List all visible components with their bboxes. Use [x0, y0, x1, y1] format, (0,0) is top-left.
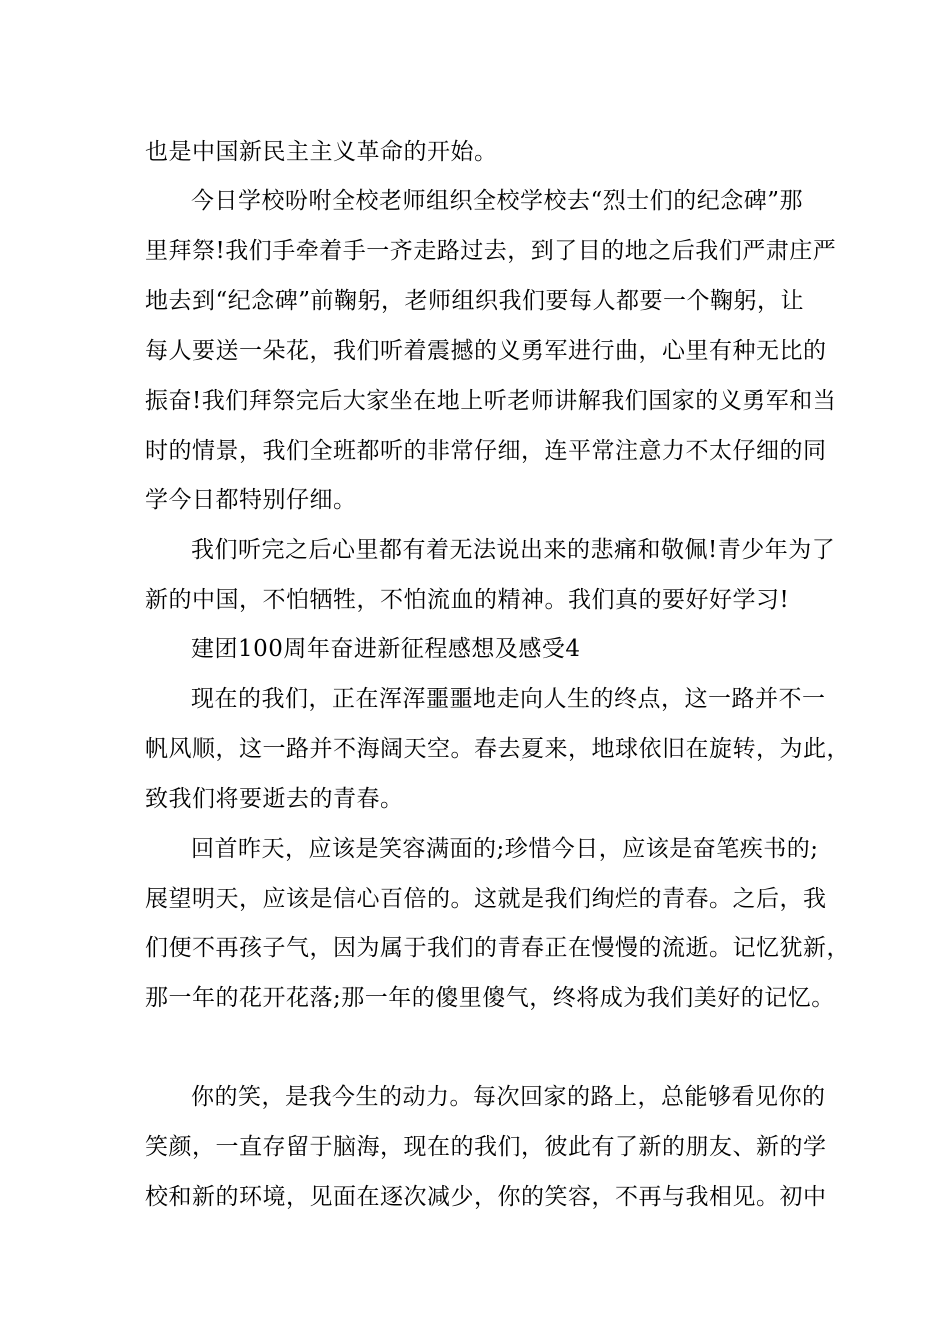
text-line-13: 帆风顺，这一路并不海阔天空。春去夏来，地球依旧在旋转，为此，: [145, 736, 850, 762]
text-line-17: 们便不再孩子气，因为属于我们的青春正在慢慢的流逝。记忆犹新，: [145, 935, 850, 961]
text-line-18: 那一年的花开花落;那一年的傻里傻气，终将成为我们美好的记忆。: [145, 985, 835, 1011]
text-line-5: 每人要送一朵花，我们听着震撼的义勇军进行曲，心里有种无比的: [145, 338, 827, 364]
text-line-1: 也是中国新民主主义革命的开始。: [145, 139, 498, 165]
text-line-14: 致我们将要逝去的青春。: [145, 786, 404, 812]
text-line-4: 地去到“纪念碑”前鞠躬，老师组织我们要每人都要一个鞠躬，让: [145, 288, 805, 314]
text-line-12: 现在的我们，正在浑浑噩噩地走向人生的终点，这一路并不一: [191, 686, 826, 712]
text-line-21: 校和新的环境，见面在逐次减少，你的笑容，不再与我相见。初中: [145, 1184, 827, 1210]
text-line-8: 学今日都特别仔细。: [145, 487, 357, 513]
text-line-15: 回首昨天，应该是笑容满面的;珍惜今日，应该是奋笔疾书的;: [191, 836, 819, 862]
text-line-19: 你的笑，是我今生的动力。每次回家的路上，总能够看见你的: [191, 1084, 826, 1110]
text-line-3: 里拜祭!我们手牵着手一齐走路过去，到了目的地之后我们严肃庄严: [145, 238, 837, 264]
text-line-6: 振奋!我们拜祭完后大家坐在地上听老师讲解我们国家的义勇军和当: [145, 388, 837, 414]
text-line-9: 我们听完之后心里都有着无法说出来的悲痛和敬佩!青少年为了: [191, 537, 836, 563]
text-line-16: 展望明天，应该是信心百倍的。这就是我们绚烂的青春。之后，我: [145, 886, 827, 912]
text-line-7: 时的情景，我们全班都听的非常仔细，连平常注意力不太仔细的同: [145, 438, 827, 464]
text-line-2: 今日学校吩咐全校老师组织全校学校去“烈士们的纪念碑”那: [191, 188, 804, 214]
section-heading: 建团100周年奋进新征程感想及感受4: [191, 636, 581, 662]
text-line-10: 新的中国，不怕牺牲，不怕流血的精神。我们真的要好好学习!: [145, 587, 790, 613]
text-line-20: 笑颜，一直存留于脑海，现在的我们，彼此有了新的朋友、新的学: [145, 1134, 827, 1160]
